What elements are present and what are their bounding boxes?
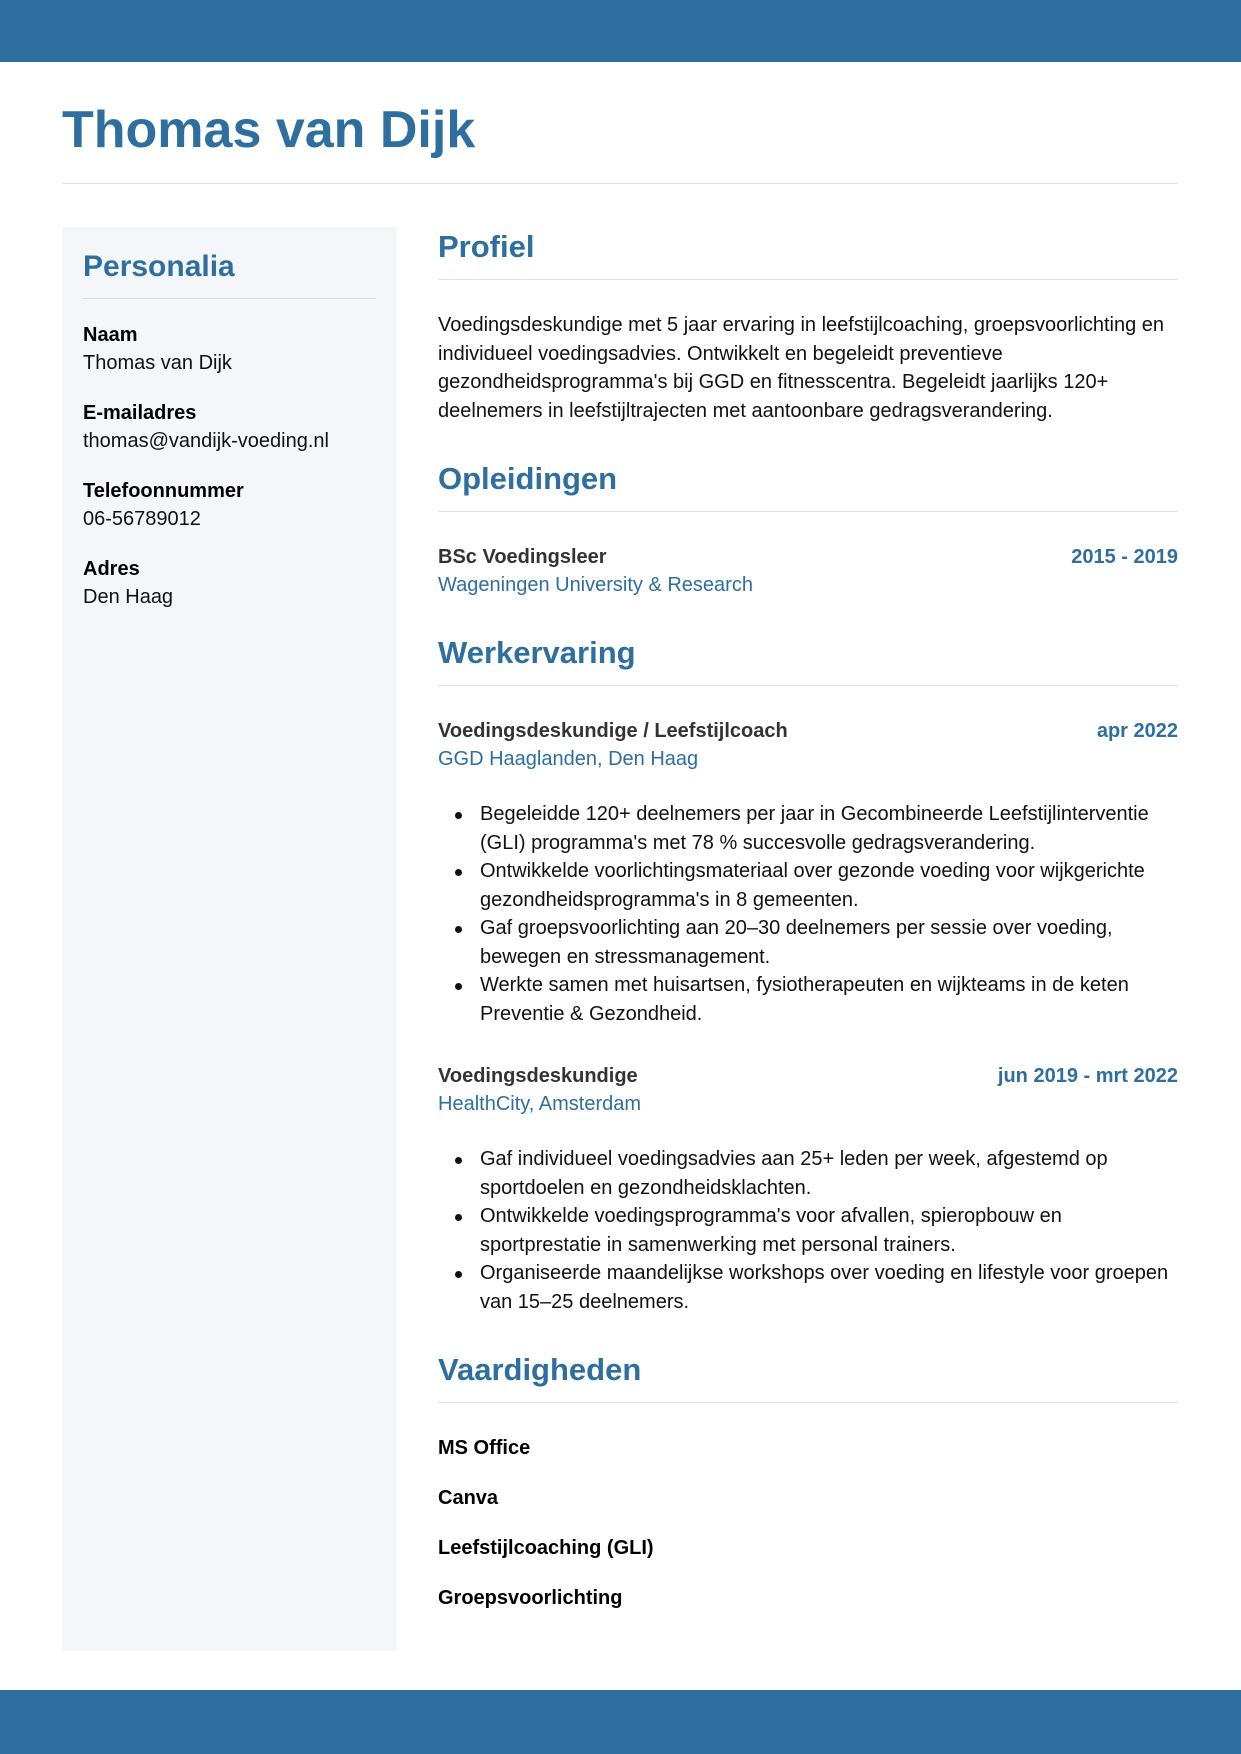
section-heading: Profiel <box>438 229 535 264</box>
section-divider <box>438 511 1178 512</box>
entry-bullets <box>438 1145 1178 1316</box>
entry-organization: Wageningen University & Research <box>438 574 753 596</box>
field-label: Telefoonnummer <box>83 480 244 502</box>
top-color-band <box>0 0 1241 62</box>
experience-section <box>438 633 1178 1316</box>
entry-organization: GGD Haaglanden, Den Haag <box>438 748 699 770</box>
skill-item: Canva <box>438 1487 499 1509</box>
bottom-color-band <box>0 1690 1241 1754</box>
entry-date: apr 2022 <box>1096 720 1178 742</box>
entry-title: Voedingsdeskundige / Leefstijlcoach <box>438 720 788 742</box>
experience-entry <box>438 717 1178 1028</box>
skill-item: MS Office <box>438 1437 531 1459</box>
section-divider <box>438 685 1178 686</box>
entry-organization: HealthCity, Amsterdam <box>438 1093 642 1115</box>
main-content <box>438 227 1178 1634</box>
field-phone <box>83 477 376 533</box>
field-address <box>83 555 376 611</box>
section-divider <box>438 279 1178 280</box>
education-section <box>438 459 1178 599</box>
header-divider <box>62 183 1178 184</box>
field-value: thomas@vandijk-voeding.nl <box>83 430 329 452</box>
skill-item: Leefstijlcoaching (GLI) <box>438 1537 654 1559</box>
bullet-item: Gaf groepsvoorlichting aan 20–30 deelnemers per sessie over voeding, bewegen en stressmanagement. <box>480 914 1178 971</box>
section-heading: Vaardigheden <box>438 1352 642 1387</box>
field-name <box>83 321 376 377</box>
bullet-item: Organiseerde maandelijkse workshops over voeding en lifestyle voor groepen van 15–25 deelnemers. <box>480 1259 1178 1316</box>
skill-item: Groepsvoorlichting <box>438 1587 623 1609</box>
skills-section <box>438 1350 1178 1612</box>
field-email <box>83 399 376 455</box>
bullet-item: Werkte samen met huisartsen, fysiotherapeuten en wijkteams in de keten Preventie & Gezondheid. <box>480 971 1178 1028</box>
field-label: E-mailadres <box>83 402 197 424</box>
entry-title: Voedingsdeskundige <box>438 1065 638 1087</box>
section-divider <box>438 1402 1178 1403</box>
entry-bullets <box>438 800 1178 1028</box>
field-label: Adres <box>83 558 140 580</box>
entry-date: jun 2019 - mrt 2022 <box>997 1065 1178 1087</box>
education-entry <box>438 543 1178 599</box>
entry-date: 2015 - 2019 <box>1071 546 1178 568</box>
candidate-name: Thomas van Dijk <box>62 101 476 159</box>
profile-section <box>438 227 1178 425</box>
section-heading: Opleidingen <box>438 461 618 496</box>
field-value: Den Haag <box>83 586 174 608</box>
field-value: Thomas van Dijk <box>83 352 232 374</box>
personal-details-sidebar <box>62 227 397 1651</box>
bullet-item: Ontwikkelde voedingsprogramma's voor afvallen, spieropbouw en sportprestatie in samenwerking met personal trainers. <box>480 1202 1178 1259</box>
sidebar-divider <box>83 298 376 299</box>
profile-text: Voedingsdeskundige met 5 jaar ervaring in leefstijlcoaching, groepsvoorlichting en individueel voedingsadvies. Ontwikkelt en begeleidt preventieve gezondheidsprogramma's bij GGD en fitnesscentra. Begeleidt jaarlijks 120+ deelnemers in leefstijltrajecten met aantoonbare gedragsverandering. <box>438 314 1164 422</box>
bullet-item: Gaf individueel voedingsadvies aan 25+ leden per week, afgestemd op sportdoelen en gezondheidsklachten. <box>480 1145 1178 1202</box>
field-value: 06-56789012 <box>83 508 201 530</box>
bullet-item: Begeleidde 120+ deelnemers per jaar in Gecombineerde Leefstijlinterventie (GLI) programma's met 78 % succesvolle gedragsverandering. <box>480 800 1178 857</box>
entry-title: BSc Voedingsleer <box>438 546 607 568</box>
bullet-item: Ontwikkelde voorlichtingsmateriaal over gezonde voeding voor wijkgerichte gezondheidsprogramma's in 8 gemeenten. <box>480 857 1178 914</box>
field-label: Naam <box>83 324 138 346</box>
experience-entry <box>438 1062 1178 1316</box>
section-heading: Werkervaring <box>438 635 636 670</box>
sidebar-heading: Personalia <box>83 250 235 283</box>
